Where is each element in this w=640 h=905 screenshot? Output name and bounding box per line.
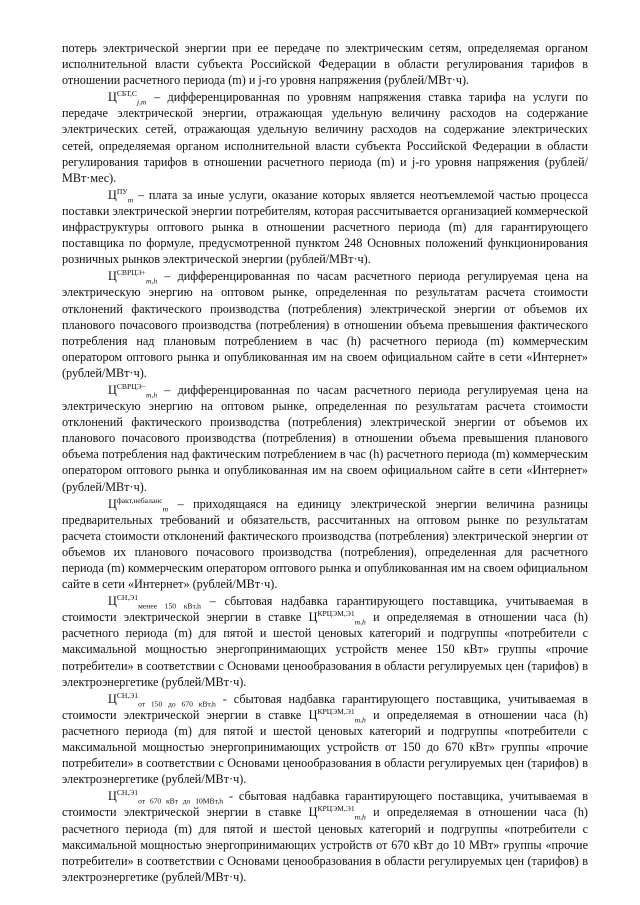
paragraph-other-services-fee: [62, 187, 588, 267]
paragraph-text: и определяемая в отношении часа (h) расчетного периода (m) для пятой и шестой ценовых категорий и подгруппы «потребители с максимальной мощностью энергопринимающих устройств от 150 до 670 кВт» группы «прочие потребители» в соответствии с Основами ценообразования в области регулируемых цен (тарифов) в электроэнергетике (рублей/МВт·ч).: [62, 707, 588, 787]
formula-symbol: $Ц^{СВРЦЭ+}_{m,h}$: [108, 268, 158, 286]
formula-symbol: $Ц^{СН,Э1}_{от 670 кВт до 10МВт,h}$: [108, 788, 224, 806]
paragraph-text: – дифференцированная по часам расчетного периода регулируемая цена на электрическую энергию на оптовом рынке, определенная по результатам расчета стоимости отклонений фактического производства (потребления) электрической энергии от объемов их планового почасового производства (потребления) в отношении объема превышения планового объема потребления над фактическим потреблением в час (h) расчетного периода (m) коммерческим оператором оптового рынка и опубликованная им на своем официальном сайте в сети «Интернет» (рублей/МВт·ч).: [62, 382, 588, 494]
paragraph-imbalance-difference: [62, 496, 588, 593]
paragraph-text: – плата за иные услуги, оказание которых является неотъемлемой частью процесса поставки электрической энергии потребителям, которая рассчитывается организацией коммерческой инфраструктуры оптового рынка в отношении расчетного периода (m) для гарантирующего поставщика по формуле, предусмотренной пунктом 248 Основных положений функционирования розничных рынков электрической энергии (рублей/МВт·ч).: [62, 187, 588, 267]
paragraph-tariff-rate: [62, 89, 588, 186]
formula-symbol: $Ц^{СН,Э1}_{от 150 до 670 кВт,h}$: [108, 690, 216, 709]
formula-symbol: $Ц^{СВРЦЭ-}_{m,h}$: [108, 381, 158, 400]
paragraph-markup-under-150kw: [62, 593, 588, 690]
formula-symbol: $Ц^{СБТ,С}_{j,m}$: [108, 89, 147, 107]
paragraph-price-excess-consumption: [62, 268, 588, 381]
paragraph-text: – приходящаяся на единицу электрической энергии величина разницы предварительных требований и обязательств, рассчитанных на оптовом рынке по результатам расчета стоимости отклонений фактического производства (потребления) электрической энергии от объемов их планового почасового производства (потребления), определенная для расчетного периода (m) коммерческим оператором оптового рынка и опубликованная им на своем официальном сайте в сети «Интернет» (рублей/МВт·ч).: [62, 496, 588, 592]
paragraph-text: – дифференцированная по уровням напряжения ставка тарифа на услуги по передаче электрической энергии, отражающая удельную величину расходов на содержание электрических сетей, отражающая удельную величину расходов на содержание электрических сетей, определяемая органом исполнительной власти субъекта Российской Федерации в области регулирования тарифов в отношении расчетного периода (m) и j-го уровня напряжения (рублей/МВт·мес).: [62, 90, 588, 185]
paragraph-markup-670kw-10mw: [62, 788, 588, 885]
formula-symbol: $Ц^{ПУ}_m$: [108, 186, 134, 205]
paragraph-losses: [62, 40, 588, 88]
formula-symbol: $Ц^{факт,небаланс}_m$: [108, 495, 169, 514]
inline-formula-symbol: $Ц^{КРЦЭМ,Э1}_{m,h}$: [308, 609, 366, 627]
paragraph-markup-150-670kw: [62, 691, 588, 788]
inline-formula-symbol: $Ц^{КРЦЭМ,Э1}_{m,h}$: [308, 804, 366, 822]
inline-formula-symbol: $Ц^{КРЦЭМ,Э1}_{m,h}$: [308, 706, 366, 725]
paragraph-price-excess-planned: [62, 382, 588, 495]
paragraph-text: и определяемая в отношении часа (h) расчетного периода (m) для пятой и шестой ценовых категорий и подгруппы «потребители с максимальной мощностью энергопринимающих устройств менее 150 кВт» группы «прочие потребители» в соответствии с Основами ценообразования в области регулируемых цен (тарифов) в электроэнергетике (рублей/МВт·ч).: [62, 610, 588, 689]
paragraph-text: - сбытовая надбавка гарантирующего поставщика, учитываемая в стоимости электрической энергии в ставке: [62, 789, 588, 820]
paragraph-text: – сбытовая надбавка гарантирующего поставщика, учитываемая в стоимости электрической энергии в ставке: [62, 594, 589, 625]
paragraph-text: – дифференцированная по часам расчетного периода регулируемая цена на электрическую энергию на оптовом рынке, определенная по результатам расчета стоимости отклонений фактического производства (потребления) электрической энергии от объемов их планового почасового производства (потребления) в отношении объема превышения фактического потребления над плановым потреблением в час (h) расчетного периода (m) коммерческим оператором оптового рынка и опубликованная им на своем официальном сайте в сети «Интернет» (рублей/МВт·ч).: [62, 269, 588, 380]
paragraph-text: потерь электрической энергии при ее передаче по электрическим сетям, определяемая органом исполнительной власти субъекта Российской Федерации в области регулирования тарифов в отношении расчетного периода (m) и j-го уровня напряжения (рублей/МВт·ч).: [62, 41, 588, 88]
formula-symbol: $Ц^{СН,Э1}_{менее 150 кВт,h}$: [108, 593, 201, 611]
paragraph-text: - сбытовая надбавка гарантирующего поставщика, учитываемая в стоимости электрической энергии в ставке: [62, 691, 589, 722]
document-page: [62, 40, 588, 886]
paragraph-text: и определяемая в отношении часа (h) расчетного периода (m) для пятой и шестой ценовых категорий и подгруппы «потребители с максимальной мощностью энергопринимающих устройств от 670 кВт до 10 МВт» группы «прочие потребители» в соответствии с Основами ценообразования в области регулируемых цен (тарифов) в электроэнергетике (рублей/МВт·ч).: [62, 805, 588, 884]
